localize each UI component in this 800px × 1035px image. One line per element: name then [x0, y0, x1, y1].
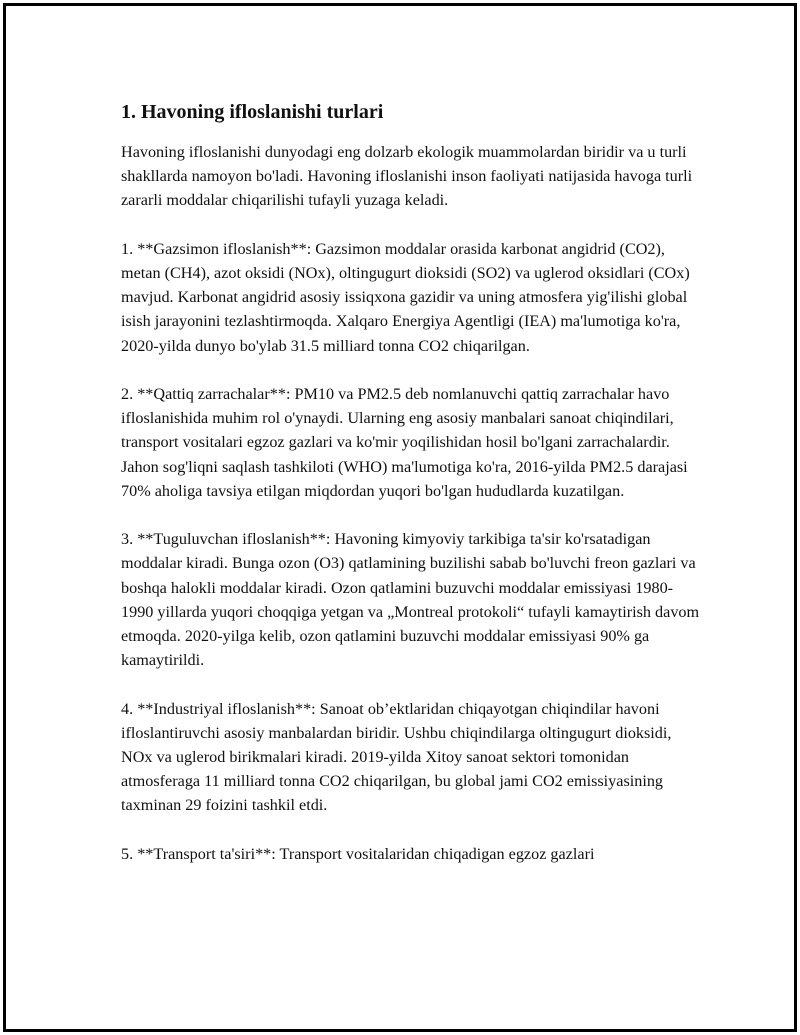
page-frame [3, 3, 797, 1032]
intro-paragraph: Havoning ifloslanishi dunyodagi eng dolzarb ekologik muammolardan biridir va u turli shakllarda namoyon bo'ladi. Havoning ifloslanishi inson faoliyati natijasida havoga turli zararli moddalar chiqarilishi tufayli yuzaga keladi. [121, 143, 693, 210]
paragraph-ozone-depletion: 3. **Tuguluvchan ifloslanish**: Havoning kimyoviy tarkibiga ta'sir ko'rsatadigan moddalar kiradi. Bunga ozon (O3) qatlamining buzilishi sabab bo'luvchi freon gazlari va boshqa halokli moddalar kiradi. Ozon qatlamini buzuvchi moddalar emissiyasi 1980-1990 yillarda yuqori choqqiga yetgan va „Montreal protokoli“ tufayli kamaytirish davom etmoqda. 2020-yilga kelib, ozon qatlamini buzuvchi moddalar emissiyasi 90% ga kamaytirildi. [121, 530, 700, 670]
document-body [121, 98, 701, 890]
paragraph-transport-impact: 5. **Transport ta'siri**: Transport vositalaridan chiqadigan egzoz gazlari [121, 844, 595, 863]
section-title: 1. Havoning ifloslanishi turlari [121, 101, 384, 123]
paragraph-gaseous-pollution: 1. **Gazsimon ifloslanish**: Gazsimon moddalar orasida karbonat angidrid (CO2), metan (CH4), azot oksidi (NOx), oltingugurt dioksidi (SO2) va uglerod oksidlari (COx) mavjud. Karbonat angidrid asosiy issiqxona gazidir va uning atmosfera yig'ilishi global isish jarayonini tezlashtirmoqda. Xalqaro Energiya Agentligi (IEA) ma'lumotiga ko'ra, 2020-yilda dunyo bo'ylab 31.5 milliard tonna CO2 chiqarilgan. [121, 239, 690, 355]
paragraph-industrial-pollution: 4. **Industriyal ifloslanish**: Sanoat ob’ektlaridan chiqayotgan chiqindilar havoni ifloslantiruvchi asosiy manbalardan biridir. Ushbu chiqindilarga oltingugurt dioksidi, NOx va uglerod birikmalari kiradi. 2019-yilda Xitoy sanoat sektori tomonidan atmosferaga 11 milliard tonna CO2 chiqarilgan, bu global jami CO2 emissiyasining taxminan 29 foizini tashkil etdi. [121, 699, 672, 815]
paragraph-particulate-matter: 2. **Qattiq zarrachalar**: PM10 va PM2.5 deb nomlanuvchi qattiq zarrachalar havo ifloslanishida muhim rol o'ynaydi. Ularning eng asosiy manbalari sanoat chiqindilari, transport vositalari egzoz gazlari va ko'mir yoqilishidan hosil bo'lgani zarrachalardir. Jahon sog'liqni saqlash tashkiloti (WHO) ma'lumotiga ko'ra, 2016-yilda PM2.5 darajasi 70% aholiga tavsiya etilgan miqdordan yuqori bo'lgan hududlarda kuzatilgan. [121, 385, 688, 500]
